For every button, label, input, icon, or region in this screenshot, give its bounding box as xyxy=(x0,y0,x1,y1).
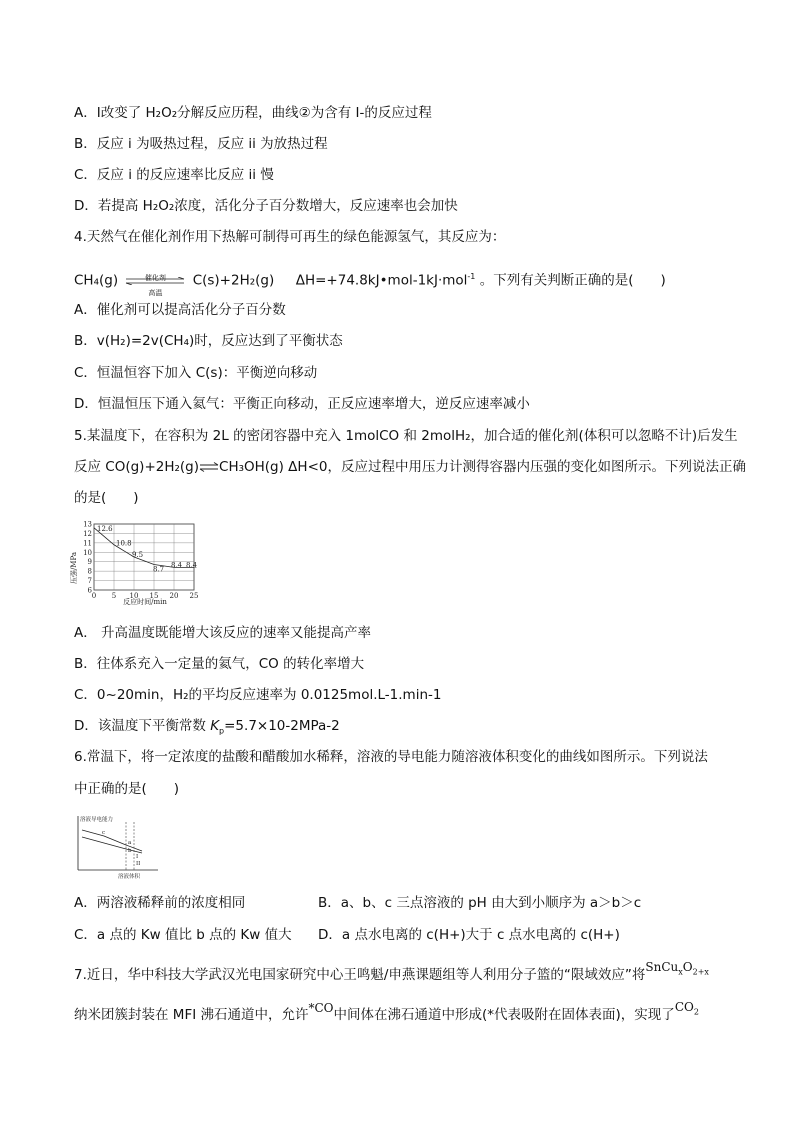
chart-xtick-label: 15 xyxy=(149,592,159,600)
q5-stem-line1: 5.某温度下，在容积为 2L 的密闭容器中充入 1molCO 和 2molH₂，加合适的催化剂(体积可以忽略不计)后发生 xyxy=(74,428,738,444)
q6-stem-line1: 6.常温下，将一定浓度的盐酸和醋酸加水稀释，溶液的导电能力随溶液体积变化的曲线如图所示。下列说法 xyxy=(74,749,708,765)
chart-point-label: 9.5 xyxy=(132,551,144,559)
curve-label-II: II xyxy=(136,861,141,867)
chart-ytick-label: 12 xyxy=(83,529,92,538)
q6-option-b: B．a、b、c 三点溶液的 pH 由大到小顺序为 a＞b＞c xyxy=(318,895,642,911)
conductivity-chart xyxy=(72,812,162,880)
q5-option-b: B．往体系充入一定量的氦气，CO 的转化率增大 xyxy=(74,656,365,672)
q4-equation xyxy=(74,268,666,297)
q7-co-star: *CO xyxy=(308,1001,334,1015)
q5-option-d-value: =5.7×10-2MPa-2 xyxy=(224,718,340,734)
q4-enthalpy: ΔH=+74.8kJ•mol-1kJ·mol xyxy=(295,272,468,289)
q4-eq-left: CH₄(g) xyxy=(74,272,119,289)
chart-point-label: 8.7 xyxy=(153,565,165,574)
chart-ytick-label: 10 xyxy=(83,548,92,557)
q4-option-b: B．v(H₂)=2v(CH₄)时，反应达到了平衡状态 xyxy=(74,333,343,349)
chart-point-label: 12.6 xyxy=(97,524,113,533)
q6-stem-line2: 中正确的是( ) xyxy=(74,781,180,797)
q5-option-d-text: D．该温度下平衡常数 xyxy=(74,718,211,734)
q7-formula-sub-2x: 2+x xyxy=(692,967,709,977)
chart-ytick-label: 9 xyxy=(87,558,92,567)
chart-xtick-label: 25 xyxy=(189,592,199,600)
reversible-arrow-icon xyxy=(122,272,188,297)
curve-I xyxy=(82,830,142,851)
q5-option-c: C．0~20min，H₂的平均反应速率为 0.0125mol.L-1.min-1 xyxy=(74,687,442,703)
chart-xtick-label: 0 xyxy=(91,592,97,600)
point-label-b: b xyxy=(128,848,132,854)
point-label-c: c xyxy=(102,830,106,836)
q5-option-d-k-sub: p xyxy=(219,726,225,736)
q4-stem: 4.天然气在催化剂作用下热解可制得可再生的绿色能源氢气，其反应为： xyxy=(74,229,506,245)
q3-option-a: A．I改变了 H₂O₂分解反应历程，曲线②为含有 I-的反应过程 xyxy=(74,105,432,121)
curve-label-I: I xyxy=(136,854,139,860)
q5-option-d xyxy=(74,717,340,741)
chart-xtick-label: 10 xyxy=(129,592,139,600)
arrow-condition-top: 催化剂 xyxy=(144,273,166,282)
q6-option-c: C．a 点的 Kw 值比 b 点的 Kw 值大 xyxy=(74,927,292,943)
point-label-a: a xyxy=(128,840,132,846)
q5-eq-right: CH₃OH(g) ΔH<0，反应过程中用压力计测得容器内压强的变化如图所示。下列说法正确 xyxy=(219,459,746,475)
chart-xtick-label: 5 xyxy=(111,592,117,600)
q7-line2-text-b: 中间体在沸石通道中形成(*代表吸附在固体表面)，实现了 xyxy=(333,1007,675,1023)
chart-ytick-label: 7 xyxy=(87,577,92,586)
chart-frame xyxy=(94,524,194,590)
q4-tail: 。下列有关判断正确的是( ) xyxy=(479,272,666,289)
q7-co2-base: CO xyxy=(674,1000,694,1014)
q7-line1-text: 7.近日，华中科技大学武汉光电国家研究中心王鸣魁/申燕课题组等人利用分子篮的“限域效应”将 xyxy=(74,967,646,983)
pressure-time-chart xyxy=(70,520,205,608)
q3-option-b: B．反应 i 为吸热过程，反应 ii 为放热过程 xyxy=(74,136,328,152)
q7-formula-o: O xyxy=(682,960,693,974)
q7-line2 xyxy=(74,1000,699,1029)
chart-point-label: 8.4 xyxy=(171,561,183,570)
chart-ytick-label: 8 xyxy=(87,567,92,576)
q3-option-d: D．若提高 H₂O₂浓度，活化分子百分数增大，反应速率也会加快 xyxy=(74,198,458,214)
q4-option-c: C．恒温恒容下加入 C(s)：平衡逆向移动 xyxy=(74,365,318,381)
chart-ylabel: 压强/MPa xyxy=(70,551,78,585)
q6-option-d: D．a 点水电离的 c(H+)大于 c 点水电离的 c(H+) xyxy=(318,927,620,943)
q4-enthalpy-exp: -1 xyxy=(467,272,476,281)
chart-ytick-label: 11 xyxy=(83,539,92,548)
q5-option-a: A． 升高温度既能增大该反应的速率又能提高产率 xyxy=(74,625,372,641)
q5-option-d-k: K xyxy=(210,718,220,734)
chart-point-label: 10.8 xyxy=(116,539,132,548)
q5-stem-line3: 的是( ) xyxy=(74,490,139,506)
q7-line2-text-a: 纳米团簇封装在 MFI 沸石通道中，允许 xyxy=(74,1007,309,1023)
q5-eq-left: 反应 CO(g)+2H₂(g) xyxy=(74,459,200,475)
equilibrium-arrow-icon xyxy=(199,461,219,473)
q7-co2-sub: 2 xyxy=(693,1007,699,1017)
chart-xlabel: 反应时间/min xyxy=(123,598,167,606)
chart-point-label: 8.4 xyxy=(186,561,198,570)
conductivity-ylabel: 溶液导电能力 xyxy=(80,817,114,823)
chart-ytick-label: 6 xyxy=(87,586,92,595)
q4-eq-right: C(s)+2H₂(g) xyxy=(192,272,275,289)
q7-co2 xyxy=(674,1000,699,1017)
q4-option-d: D．恒温恒压下通入氦气：平衡正向移动，正反应速率增大，逆反应速率减小 xyxy=(74,396,530,412)
q7-line1 xyxy=(74,960,709,989)
conductivity-xlabel: 溶液体积 xyxy=(118,874,141,880)
q7-formula-base: SnCu xyxy=(645,960,679,974)
q4-option-a: A．催化剂可以提高活化分子百分数 xyxy=(74,302,286,318)
q3-option-c: C．反应 i 的反应速率比反应 ii 慢 xyxy=(74,167,274,183)
chart-ytick-label: 13 xyxy=(83,520,92,529)
q6-option-a: A．两溶液稀释前的浓度相同 xyxy=(74,895,246,911)
q7-formula xyxy=(645,960,709,977)
chart-xtick-label: 20 xyxy=(169,592,179,600)
arrow-condition-bottom: 高温 xyxy=(148,288,163,297)
q5-stem-line2 xyxy=(74,458,746,476)
q7-formula-sub-x: x xyxy=(678,967,683,977)
